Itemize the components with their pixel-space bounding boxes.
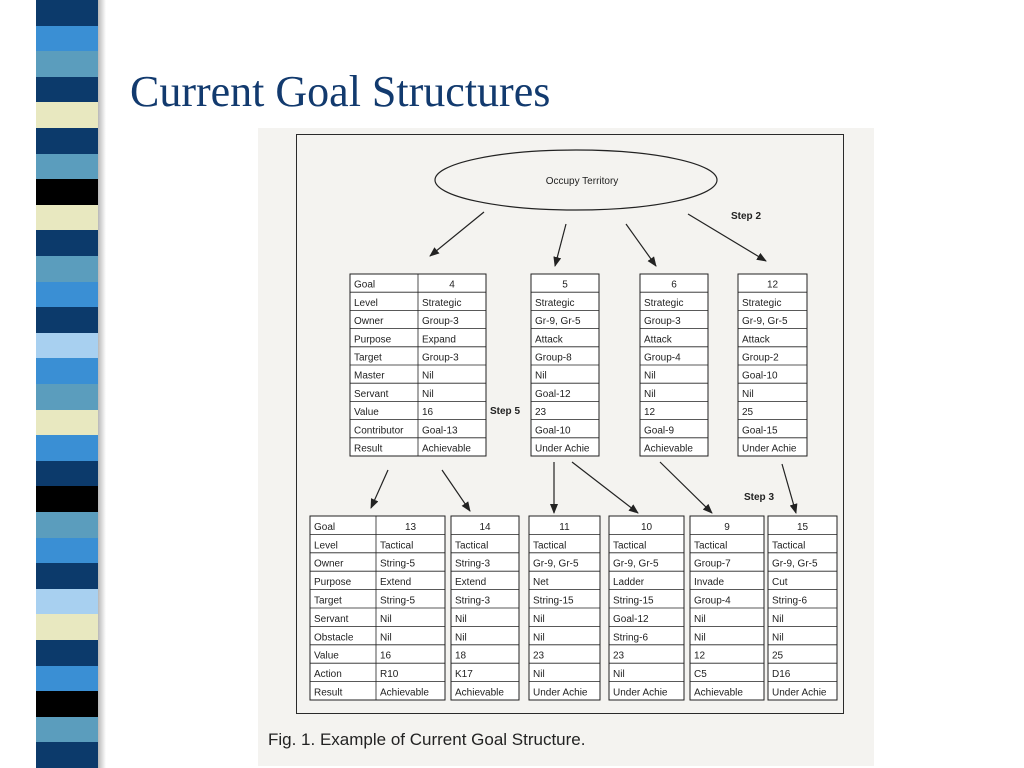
decorative-stripe-bar — [36, 0, 98, 768]
row-label: Owner — [354, 316, 384, 328]
cell-value: Goal-10 — [742, 370, 778, 382]
cell-value: Under Achie — [772, 687, 827, 699]
cell-value: Achievable — [455, 687, 504, 699]
cell-value: Under Achie — [535, 443, 590, 455]
row-label: Target — [314, 595, 342, 607]
stripe-segment — [36, 640, 98, 666]
goal-id: 9 — [724, 521, 730, 533]
cell-value: Attack — [535, 334, 563, 346]
stripe-segment — [36, 333, 98, 359]
step-label-2: Step 2 — [731, 211, 762, 222]
cell-value: 12 — [644, 407, 656, 419]
stripe-segment — [36, 154, 98, 180]
cell-value: Tactical — [455, 540, 489, 552]
cell-value: Gr-9, Gr-5 — [772, 558, 818, 570]
row-label: Servant — [354, 388, 389, 400]
cell-value: Group-3 — [644, 316, 681, 328]
goal-table-strategic-6 — [640, 274, 708, 456]
goal-table-tactical-13 — [310, 516, 445, 700]
cell-value: 12 — [694, 650, 706, 662]
stripe-segment — [36, 461, 98, 487]
cell-value: Strategic — [422, 297, 462, 309]
cell-value: Group-4 — [694, 595, 731, 607]
cell-value: Ladder — [613, 577, 645, 589]
row-label: Master — [354, 370, 385, 382]
cell-value: Tactical — [772, 540, 806, 552]
figure-caption: Fig. 1. Example of Current Goal Structure. — [268, 730, 586, 749]
stripe-segment — [36, 384, 98, 410]
goal-id: 15 — [796, 521, 809, 533]
goal-table-tactical-10 — [609, 516, 684, 700]
stripe-segment — [36, 179, 98, 205]
cell-value: Nil — [694, 632, 706, 644]
cell-value: 23 — [535, 407, 547, 419]
row-label: Obstacle — [314, 632, 354, 644]
goal-id: 10 — [640, 521, 653, 533]
strategic-goal-tables — [350, 274, 807, 456]
cell-value: Nil — [533, 632, 545, 644]
tactical-goal-tables — [310, 516, 837, 700]
goal-id: 14 — [479, 521, 491, 533]
stripe-segment — [36, 691, 98, 717]
goal-id: 5 — [562, 279, 568, 291]
stripe-segment — [36, 51, 98, 77]
cell-value: Nil — [455, 632, 467, 644]
cell-value: Tactical — [613, 540, 647, 552]
cell-value: Gr-9, Gr-5 — [535, 316, 581, 328]
cell-value: D16 — [772, 669, 791, 681]
stripe-segment — [36, 358, 98, 384]
arrow-root-to-goal-5 — [555, 224, 566, 266]
cell-value: Nil — [772, 632, 784, 644]
cell-value: Nil — [422, 388, 434, 400]
goal-structure-figure — [258, 128, 874, 766]
stripe-segment — [36, 538, 98, 564]
cell-value: Goal-9 — [644, 425, 675, 437]
goal-table-tactical-9 — [690, 516, 764, 700]
cell-value: Invade — [694, 577, 725, 589]
cell-value: Nil — [535, 370, 547, 382]
cell-value: C5 — [694, 669, 707, 681]
goal-table-tactical-11 — [529, 516, 600, 700]
cell-value: String-6 — [613, 632, 649, 644]
cell-value: Net — [533, 577, 549, 589]
cell-value: Nil — [380, 632, 392, 644]
cell-value: Under Achie — [742, 443, 797, 455]
cell-value: String-5 — [380, 595, 416, 607]
row-label: Servant — [314, 613, 349, 625]
stripe-shadow — [98, 0, 106, 768]
cell-value: 16 — [380, 650, 392, 662]
stripe-segment — [36, 128, 98, 154]
stripe-segment — [36, 666, 98, 692]
stripe-segment — [36, 589, 98, 615]
goal-id: 13 — [404, 521, 417, 533]
cell-value: Group-2 — [742, 352, 779, 364]
cell-value: Tactical — [533, 540, 567, 552]
cell-value: Nil — [742, 388, 754, 400]
cell-value: Nil — [380, 613, 392, 625]
cell-value: 25 — [742, 407, 754, 419]
cell-value: String-15 — [613, 595, 654, 607]
cell-value: Group-7 — [694, 558, 731, 570]
cell-value: Tactical — [694, 540, 728, 552]
cell-value: 25 — [772, 650, 784, 662]
cell-value: 23 — [613, 650, 625, 662]
goal-id: 11 — [559, 521, 570, 533]
stripe-segment — [36, 410, 98, 436]
row-label: Owner — [314, 558, 344, 570]
cell-value: Nil — [613, 669, 625, 681]
cell-value: Gr-9, Gr-5 — [613, 558, 659, 570]
cell-value: String-5 — [380, 558, 416, 570]
row-label: Value — [354, 407, 379, 419]
arrow-goal-5-to-goal-10 — [572, 462, 638, 513]
cell-value: Goal-12 — [613, 613, 649, 625]
stripe-segment — [36, 717, 98, 743]
row-label: Purpose — [354, 334, 392, 346]
cell-value: Achievable — [694, 687, 743, 699]
cell-value: Gr-9, Gr-5 — [533, 558, 579, 570]
cell-value: Nil — [533, 669, 545, 681]
cell-value: Expand — [422, 334, 456, 346]
stripe-segment — [36, 26, 98, 52]
stripe-segment — [36, 307, 98, 333]
cell-value: Goal-10 — [535, 425, 571, 437]
goal-table-strategic-5 — [531, 274, 599, 456]
cell-value: Goal-15 — [742, 425, 778, 437]
stripe-segment — [36, 435, 98, 461]
cell-value: 18 — [455, 650, 467, 662]
stripe-segment — [36, 230, 98, 256]
cell-value: Group-3 — [422, 316, 459, 328]
cell-value: Extend — [455, 577, 487, 589]
cell-value: Nil — [644, 388, 656, 400]
arrow-goal-6-to-goal-9 — [660, 462, 712, 513]
stripe-segment — [36, 563, 98, 589]
cell-value: Strategic — [742, 297, 782, 309]
goal-id: 4 — [449, 279, 455, 291]
row-label: Contributor — [354, 425, 404, 437]
root-goal-label: Occupy Territory — [545, 176, 619, 187]
cell-value: Strategic — [535, 297, 575, 309]
arrow-goal-4-to-goal-13 — [371, 470, 388, 508]
goal-table-strategic-4 — [350, 274, 486, 456]
cell-value: Cut — [772, 577, 788, 589]
step-label-5: Step 5 — [490, 406, 521, 417]
slide-title: Current Goal Structures — [130, 67, 551, 116]
root-goal-node — [435, 150, 717, 210]
row-label: Purpose — [314, 577, 352, 589]
cell-value: Achievable — [644, 443, 693, 455]
cell-value: Under Achie — [613, 687, 668, 699]
stripe-segment — [36, 205, 98, 231]
goal-id: 6 — [671, 279, 677, 291]
row-label: Goal — [314, 521, 336, 533]
stripe-segment — [36, 614, 98, 640]
arrow-goal-4-to-goal-14 — [442, 470, 470, 511]
stripe-segment — [36, 256, 98, 282]
stripe-segment — [36, 0, 98, 26]
row-label: Result — [314, 687, 343, 699]
stripe-segment — [36, 77, 98, 103]
cell-value: Group-4 — [644, 352, 681, 364]
arrow-goal-12-to-goal-15 — [782, 464, 796, 513]
arrow-root-to-goal-4 — [430, 212, 484, 256]
goal-structure-diagram — [258, 128, 874, 728]
cell-value: Group-8 — [535, 352, 572, 364]
cell-value: 16 — [422, 407, 434, 419]
cell-value: String-3 — [455, 558, 491, 570]
row-label: Result — [354, 443, 383, 455]
cell-value: Nil — [644, 370, 656, 382]
goal-table-tactical-14 — [451, 516, 519, 700]
row-label: Level — [314, 540, 338, 552]
cell-value: String-3 — [455, 595, 491, 607]
cell-value: K17 — [455, 669, 473, 681]
cell-value: Attack — [742, 334, 770, 346]
cell-value: Achievable — [380, 687, 429, 699]
cell-value: Nil — [422, 370, 434, 382]
cell-value: Attack — [644, 334, 672, 346]
arrow-root-to-goal-6 — [626, 224, 656, 266]
stripe-segment — [36, 486, 98, 512]
stripe-segment — [36, 512, 98, 538]
cell-value: Group-3 — [422, 352, 459, 364]
cell-value: R10 — [380, 669, 399, 681]
cell-value: Strategic — [644, 297, 684, 309]
goal-id: 12 — [766, 279, 779, 291]
row-label: Goal — [354, 279, 376, 291]
cell-value: 23 — [533, 650, 545, 662]
cell-value: Nil — [772, 613, 784, 625]
row-label: Action — [314, 669, 342, 681]
cell-value: Nil — [533, 613, 545, 625]
step-label-3: Step 3 — [744, 492, 775, 503]
row-label: Value — [314, 650, 339, 662]
cell-value: Goal-13 — [422, 425, 458, 437]
cell-value: Extend — [380, 577, 412, 589]
cell-value: String-6 — [772, 595, 808, 607]
stripe-segment — [36, 742, 98, 768]
row-label: Level — [354, 297, 378, 309]
cell-value: Achievable — [422, 443, 471, 455]
stripe-segment — [36, 102, 98, 128]
cell-value: Under Achie — [533, 687, 588, 699]
cell-value: Goal-12 — [535, 388, 571, 400]
cell-value: Gr-9, Gr-5 — [742, 316, 788, 328]
row-label: Target — [354, 352, 382, 364]
cell-value: Nil — [455, 613, 467, 625]
cell-value: Tactical — [380, 540, 414, 552]
cell-value: String-15 — [533, 595, 574, 607]
goal-table-tactical-15 — [768, 516, 837, 700]
goal-table-strategic-12 — [738, 274, 807, 456]
cell-value: Nil — [694, 613, 706, 625]
stripe-segment — [36, 282, 98, 308]
